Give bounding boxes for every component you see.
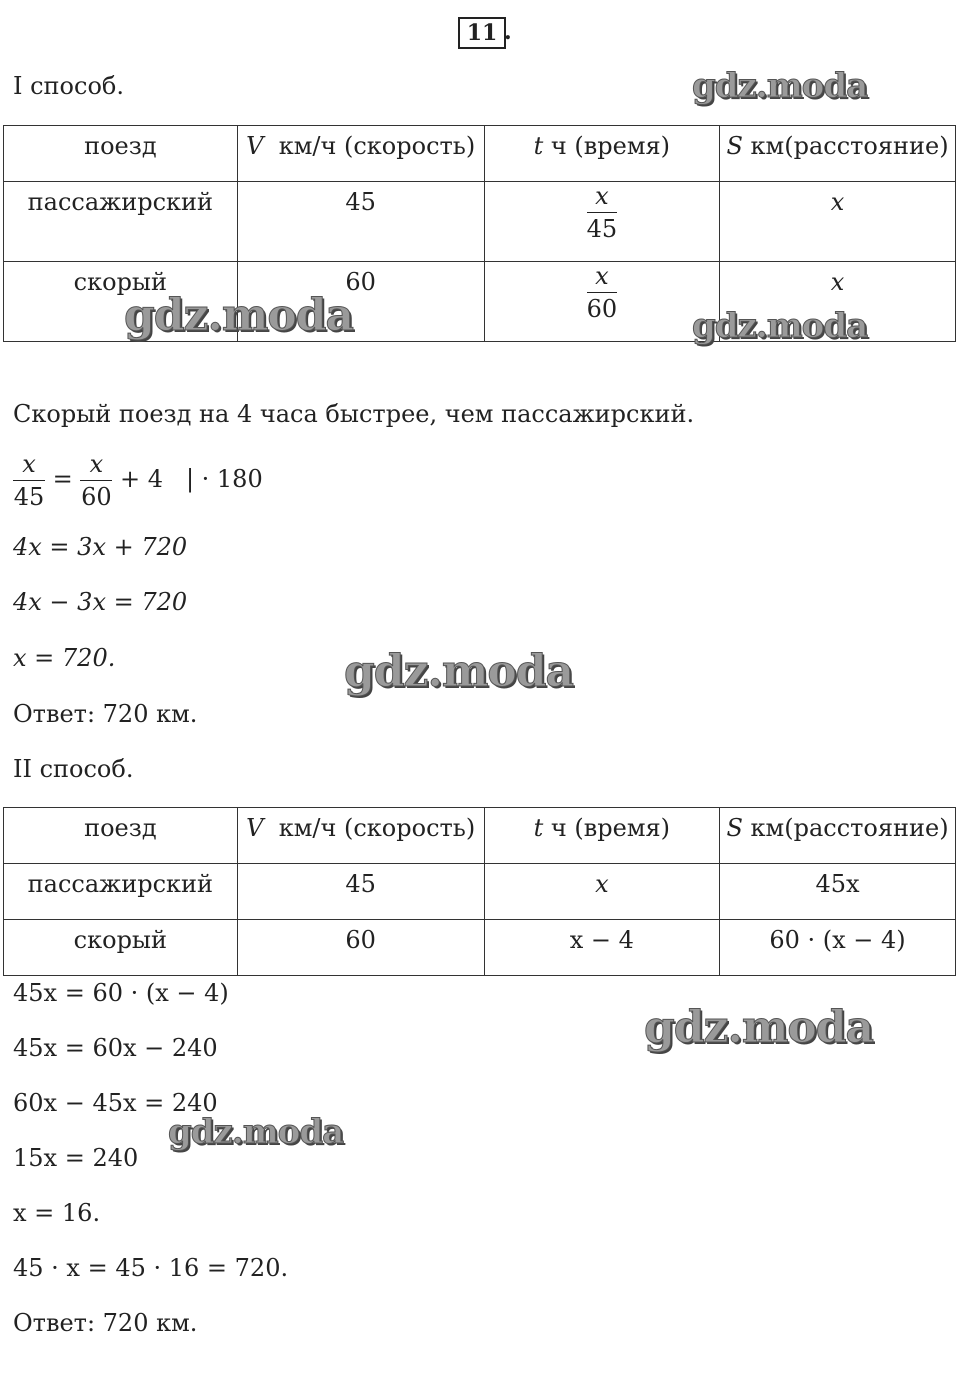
header-distance: S км(расстояние) bbox=[720, 126, 956, 182]
table-row bbox=[4, 864, 956, 920]
watermark: gdz.moda bbox=[168, 1112, 344, 1152]
cell-speed: 45 bbox=[237, 182, 484, 262]
method2-table bbox=[3, 807, 956, 976]
task-number-dot: . bbox=[504, 19, 512, 45]
step: 15x = 240 bbox=[13, 1144, 139, 1172]
method2-title: II способ. bbox=[13, 755, 134, 783]
cell-train: скорый bbox=[4, 262, 238, 342]
answer1: Ответ: 720 км. bbox=[13, 700, 198, 728]
step: 45x = 60 · (x − 4) bbox=[13, 979, 229, 1007]
step: x = 16. bbox=[13, 1199, 101, 1227]
header-train: поезд bbox=[4, 808, 238, 864]
statement: Скорый поезд на 4 часа быстрее, чем пассажирский. bbox=[13, 400, 695, 428]
step: x = 720. bbox=[13, 644, 116, 672]
step: 4x = 3x + 720 bbox=[13, 533, 188, 561]
cell-time: x bbox=[484, 864, 719, 920]
watermark: gdz.moda bbox=[644, 1002, 874, 1053]
method1-header-row bbox=[4, 126, 956, 182]
watermark: gdz.moda bbox=[692, 306, 868, 346]
answer2: Ответ: 720 км. bbox=[13, 1309, 198, 1337]
step: 45x = 60x − 240 bbox=[13, 1034, 218, 1062]
equation-fractions: $\frac{x}{45}$ = $\frac{x}{60}$ + 4 | · 180 bbox=[13, 450, 263, 511]
cell-distance: 45x bbox=[720, 864, 956, 920]
watermark: gdz.moda bbox=[124, 290, 354, 341]
header-train: поезд bbox=[4, 126, 238, 182]
step: 4x − 3x = 720 bbox=[13, 588, 188, 616]
header-speed: V км/ч (скорость) bbox=[237, 808, 484, 864]
cell-distance: x bbox=[720, 182, 956, 262]
cell-train: пассажирский bbox=[4, 864, 238, 920]
header-time: t ч (время) bbox=[484, 808, 719, 864]
watermark: gdz.moda bbox=[344, 646, 574, 697]
cell-speed: 45 bbox=[237, 864, 484, 920]
cell-time: $\frac{x}{60}$ bbox=[484, 262, 719, 342]
cell-distance: x bbox=[720, 262, 956, 342]
cell-time: $\frac{x}{45}$ bbox=[484, 182, 719, 262]
header-speed: V км/ч (скорость) bbox=[237, 126, 484, 182]
cell-distance: 60 · (x − 4) bbox=[720, 920, 956, 976]
cell-speed: 60 bbox=[237, 920, 484, 976]
cell-time: x − 4 bbox=[484, 920, 719, 976]
watermark: gdz.moda bbox=[692, 66, 868, 106]
cell-train: пассажирский bbox=[4, 182, 238, 262]
cell-speed: 60 bbox=[237, 262, 484, 342]
table-row bbox=[4, 920, 956, 976]
table-row bbox=[4, 182, 956, 262]
header-distance: S км(расстояние) bbox=[720, 808, 956, 864]
task-number: 11 bbox=[458, 17, 506, 49]
method1-title: I способ. bbox=[13, 72, 124, 100]
header-time: t ч (время) bbox=[484, 126, 719, 182]
step: 60x − 45x = 240 bbox=[13, 1089, 218, 1117]
method2-header-row bbox=[4, 808, 956, 864]
step: 45 · x = 45 · 16 = 720. bbox=[13, 1254, 289, 1282]
cell-train: скорый bbox=[4, 920, 238, 976]
